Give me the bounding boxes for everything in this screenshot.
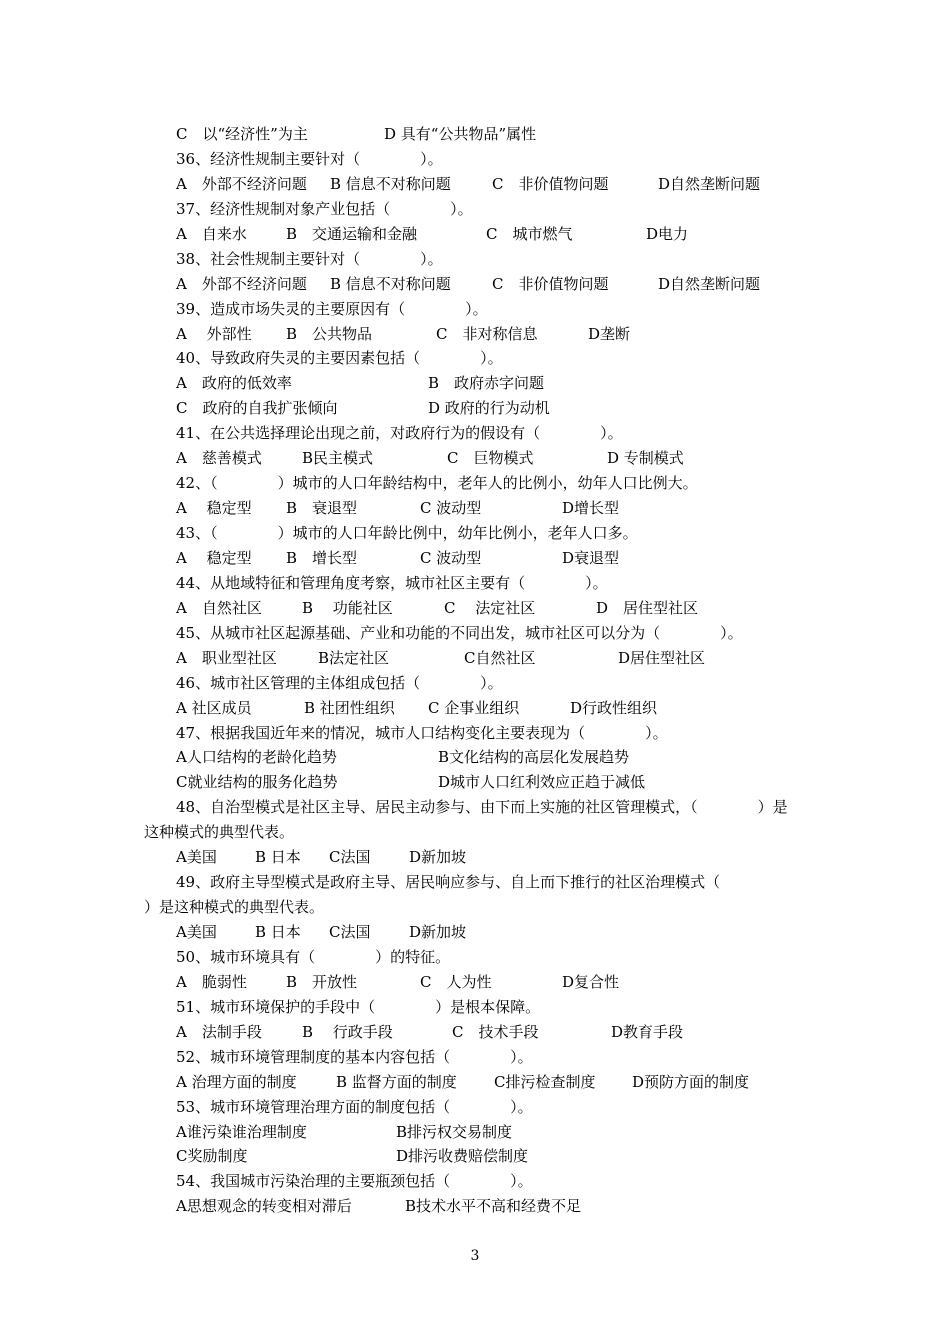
answer-options-row (0, 770, 950, 795)
answer-option: B 政府赤字问题 (428, 374, 545, 393)
answer-option: C 非价值物问题 (492, 174, 609, 193)
answer-option: A人口结构的老龄化趋势 (176, 748, 337, 767)
answer-option: C 非对称信息 (436, 324, 538, 343)
answer-option: D预防方面的制度 (632, 1072, 750, 1091)
question-text: 42、（ ）城市的人口年龄结构中，老年人的比例小，幼年人口比例大。 (176, 474, 698, 493)
answer-option: B 行政手段 (302, 1022, 393, 1041)
question-text: 48、自治型模式是社区主导、居民主动参与、由下而上实施的社区管理模式，（ ）是 (176, 798, 788, 817)
answer-option: C 城市燃气 (486, 224, 573, 243)
answer-option: B法定社区 (318, 648, 390, 667)
answer-options-row (0, 546, 950, 571)
answer-option: D 具有“公共物品”属性 (384, 125, 537, 143)
answer-option: A 职业型社区 (176, 648, 277, 667)
answer-options-row (0, 322, 950, 347)
answer-option: B 日本 (255, 923, 301, 941)
answer-options-row (0, 1120, 950, 1145)
question-text-continuation: 这种模式的典型代表。 (144, 823, 295, 842)
answer-option: C自然社区 (464, 648, 536, 667)
answer-option: C法国 (329, 848, 371, 867)
answer-option: A 自然社区 (176, 598, 262, 617)
answer-option: A 社区成员 (176, 698, 252, 717)
question-text: 54、我国城市污染治理的主要瓶颈包括（ ）。 (176, 1172, 533, 1191)
answer-option: A 法制手段 (176, 1022, 262, 1041)
answer-option: B 信息不对称问题 (330, 274, 451, 293)
answer-option: D新加坡 (409, 923, 467, 941)
answer-options-row (0, 845, 950, 870)
answer-option: D 政府的行为动机 (428, 399, 550, 418)
answer-option: C奖励制度 (176, 1147, 248, 1166)
answer-option: D自然垄断问题 (658, 174, 761, 193)
answer-option: D增长型 (562, 499, 620, 518)
question-text: 49、政府主导型模式是政府主导、居民响应参与、自上而下推行的社区治理模式（ (176, 873, 721, 892)
answer-option: D 居住型社区 (596, 598, 699, 617)
answer-option: C 巨物模式 (447, 449, 534, 468)
question-text: 45、从城市社区起源基础、产业和功能的不同出发，城市社区可以分为（ ）。 (176, 623, 743, 642)
answer-option: C 人为性 (420, 972, 492, 991)
answer-option: D排污收费赔偿制度 (396, 1147, 529, 1166)
answer-option: C 以“经济性”为主 (176, 125, 308, 143)
question-text: 36、经济性规制主要针对（ ）。 (176, 149, 443, 168)
answer-option: B技术水平不高和经费不足 (405, 1197, 582, 1216)
answer-option: B 信息不对称问题 (330, 174, 451, 193)
answer-option: A思想观念的转变相对滞后 (176, 1197, 352, 1216)
answer-option: B 监督方面的制度 (336, 1072, 457, 1091)
answer-option: A谁污染谁治理制度 (176, 1122, 307, 1141)
question-text: 53、城市环境管理治理方面的制度包括（ ）。 (176, 1097, 533, 1116)
answer-options-row (0, 396, 950, 421)
answer-option: B 开放性 (286, 972, 358, 991)
answer-option: A 政府的低效率 (176, 374, 292, 393)
answer-options-row (0, 646, 950, 671)
answer-option: C 政府的自我扩张倾向 (176, 399, 338, 418)
answer-options-row (0, 496, 950, 521)
answer-option: D行政性组织 (570, 698, 658, 717)
answer-option: A 治理方面的制度 (176, 1072, 297, 1091)
answer-options-row (0, 1144, 950, 1169)
answer-option: B 日本 (255, 848, 301, 867)
answer-option: B 衰退型 (286, 499, 358, 518)
question-text: 41、在公共选择理论出现之前，对政府行为的假设有（ ）。 (176, 424, 623, 443)
answer-options-row (0, 371, 950, 396)
answer-options-row (0, 1020, 950, 1045)
answer-option: D教育手段 (611, 1022, 684, 1041)
answer-option: B 社团性组织 (304, 698, 395, 717)
answer-option: D垄断 (588, 324, 631, 343)
answer-option: C就业结构的服务化趋势 (176, 773, 338, 792)
question-text: 47、根据我国近年来的情况，城市人口结构变化主要表现为（ ）。 (176, 723, 668, 742)
answer-option: C 技术手段 (452, 1022, 539, 1041)
answer-option: D电力 (646, 224, 689, 243)
exam-question-list (0, 122, 950, 1219)
answer-options-row (0, 122, 950, 147)
answer-option: D新加坡 (409, 848, 467, 867)
answer-options-row (0, 920, 950, 945)
question-text: 46、城市社区管理的主体组成包括（ ）。 (176, 673, 503, 692)
answer-option: B 功能社区 (302, 598, 393, 617)
question-text: 38、社会性规制主要针对（ ）。 (176, 249, 443, 268)
answer-option: A 稳定型 (176, 548, 252, 567)
question-text-continuation: ）是这种模式的典型代表。 (144, 898, 325, 917)
answer-option: D 专制模式 (607, 449, 684, 468)
answer-option: D自然垄断问题 (658, 274, 761, 293)
answer-option: A美国 (176, 848, 217, 867)
answer-options-row (0, 596, 950, 621)
answer-option: A 外部不经济问题 (176, 174, 307, 193)
question-text: 44、从地域特征和管理角度考察，城市社区主要有（ ）。 (176, 573, 608, 592)
answer-option: D城市人口红利效应正趋于减低 (438, 773, 646, 792)
answer-option: A 脆弱性 (176, 972, 247, 991)
answer-option: D居住型社区 (618, 648, 706, 667)
answer-option: B民主模式 (302, 449, 374, 468)
answer-options-row (0, 446, 950, 471)
answer-options-row (0, 970, 950, 995)
answer-options-row (0, 696, 950, 721)
answer-option: C法国 (329, 923, 371, 941)
question-text: 43、（ ）城市的人口年龄比例中，幼年比例小，老年人口多。 (176, 524, 638, 542)
answer-option: B排污权交易制度 (396, 1122, 513, 1141)
answer-option: A美国 (176, 923, 217, 941)
answer-options-row (0, 1070, 950, 1095)
answer-option: A 慈善模式 (176, 449, 262, 468)
question-text: 40、导致政府失灵的主要因素包括（ ）。 (176, 349, 503, 368)
answer-option: C 企事业组织 (428, 698, 520, 717)
answer-option: C 波动型 (420, 499, 482, 518)
question-text: 51、城市环境保护的手段中（ ）是根本保障。 (176, 997, 541, 1016)
answer-option: B文化结构的高层化发展趋势 (438, 748, 630, 767)
answer-option: A 稳定型 (176, 499, 252, 518)
answer-option: D复合性 (562, 972, 620, 991)
answer-options-row (0, 172, 950, 197)
answer-option: B 公共物品 (286, 324, 373, 343)
answer-option: C 非价值物问题 (492, 274, 609, 293)
question-text: 37、经济性规制对象产业包括（ ）。 (176, 199, 473, 218)
answer-option: A 外部不经济问题 (176, 274, 307, 293)
question-text: 52、城市环境管理制度的基本内容包括（ ）。 (176, 1047, 533, 1066)
page-number: 3 (470, 1248, 480, 1264)
question-text: 39、造成市场失灵的主要原因有（ ）。 (176, 299, 488, 318)
answer-option: A 自来水 (176, 224, 247, 243)
answer-option: C 波动型 (420, 548, 482, 567)
answer-option: B 增长型 (286, 548, 358, 567)
answer-option: B 交通运输和金融 (286, 224, 418, 243)
answer-options-row (0, 222, 950, 247)
answer-option: A 外部性 (176, 324, 252, 343)
answer-option: C 法定社区 (444, 598, 536, 617)
answer-option: C排污检查制度 (494, 1072, 596, 1091)
answer-options-row (0, 1194, 950, 1219)
answer-options-row (0, 745, 950, 770)
question-text: 50、城市环境具有（ ）的特征。 (176, 947, 451, 966)
answer-options-row (0, 272, 950, 297)
answer-option: D衰退型 (562, 548, 620, 567)
